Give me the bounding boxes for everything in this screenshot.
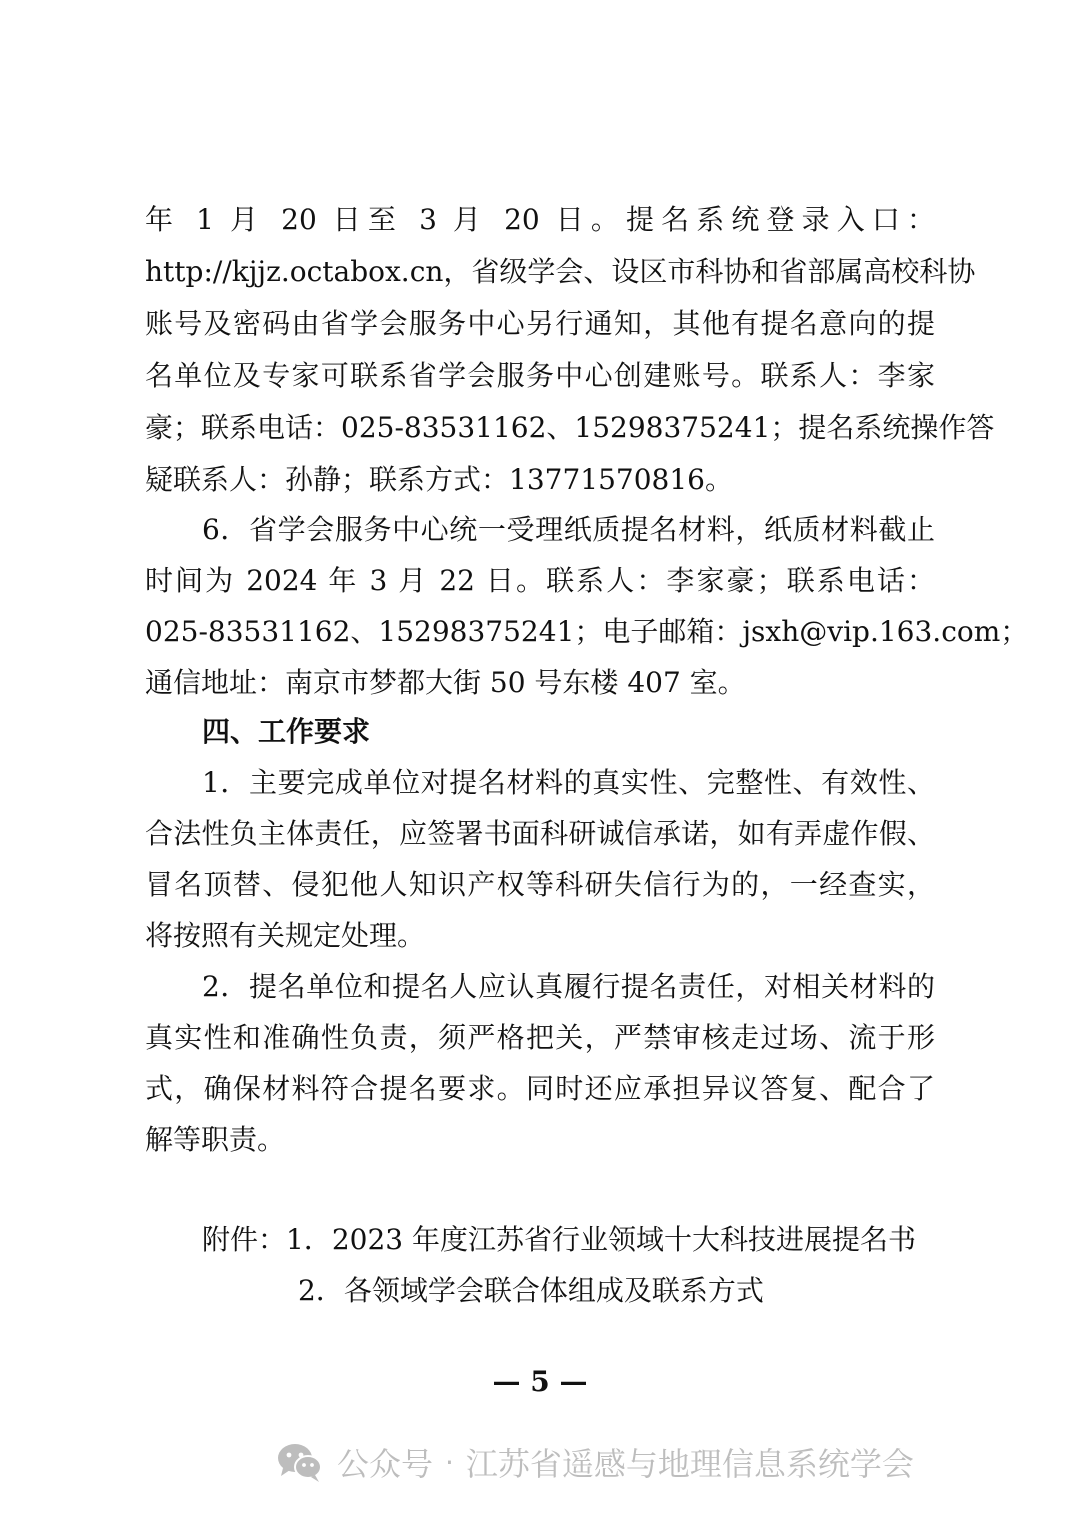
attachment-label: 附件：	[202, 1223, 287, 1256]
section-heading: 四、工作要求	[202, 715, 371, 748]
req-2-line-1: 2．提名单位和提名人应认真履行提名责任，对相关材料的	[202, 970, 935, 1003]
body-line-1: 年 1 月 20 日至 3 月 20 日。提名系统登录入口：	[145, 203, 935, 236]
req-1-line-4: 将按照有关规定处理。	[145, 919, 426, 952]
req-1-line-3: 冒名顶替、侵犯他人知识产权等科研失信行为的，一经查实，	[145, 868, 935, 901]
req-2-line-4: 解等职责。	[145, 1123, 286, 1156]
body-line-4: 名单位及专家可联系省学会服务中心创建账号。联系人：李家	[145, 359, 935, 392]
body-line-6: 疑联系人：孙静；联系方式：13771570816。	[145, 463, 733, 496]
watermark-account-name: 江苏省遥感与地理信息系统学会	[465, 1445, 914, 1483]
wechat-icon	[275, 1440, 325, 1484]
watermark	[275, 1438, 914, 1486]
body-line-3: 账号及密码由省学会服务中心另行通知，其他有提名意向的提	[145, 307, 935, 340]
item-6-line-4: 通信地址：南京市梦都大街 50 号东楼 407 室。	[145, 666, 746, 699]
watermark-separator: ·	[445, 1445, 454, 1479]
req-2-line-3: 式，确保材料符合提名要求。同时还应承担异议答复、配合了	[145, 1072, 935, 1105]
body-line-5: 豪；联系电话：025-83531162、15298375241；提名系统操作答	[145, 411, 995, 444]
attachment-item-2: 2．各领域学会联合体组成及联系方式	[298, 1274, 764, 1307]
item-6-line-2: 时间为 2024 年 3 月 22 日。联系人：李家豪；联系电话：	[145, 564, 935, 597]
req-1-line-1: 1．主要完成单位对提名材料的真实性、完整性、有效性、	[202, 766, 935, 799]
req-1-line-2: 合法性负主体责任，应签署书面科研诚信承诺，如有弄虚作假、	[145, 817, 935, 850]
watermark-prefix: 公众号	[337, 1445, 434, 1483]
attachment-item-1: 1．2023 年度江苏省行业领域十大科技进展提名书	[286, 1223, 916, 1256]
item-6-line-3: 025-83531162、15298375241；电子邮箱：jsxh@vip.163.com；	[145, 615, 1029, 648]
req-2-line-2: 真实性和准确性负责，须严格把关，严禁审核走过场、流于形	[145, 1021, 935, 1054]
body-line-2: http://kjjz.octabox.cn，省级学会、设区市科协和省部属高校科协	[145, 255, 976, 288]
item-6-line-1: 6．省学会服务中心统一受理纸质提名材料，纸质材料截止	[202, 513, 935, 546]
attachment-line-1	[202, 1220, 935, 1260]
page-number: — 5 —	[492, 1365, 588, 1398]
